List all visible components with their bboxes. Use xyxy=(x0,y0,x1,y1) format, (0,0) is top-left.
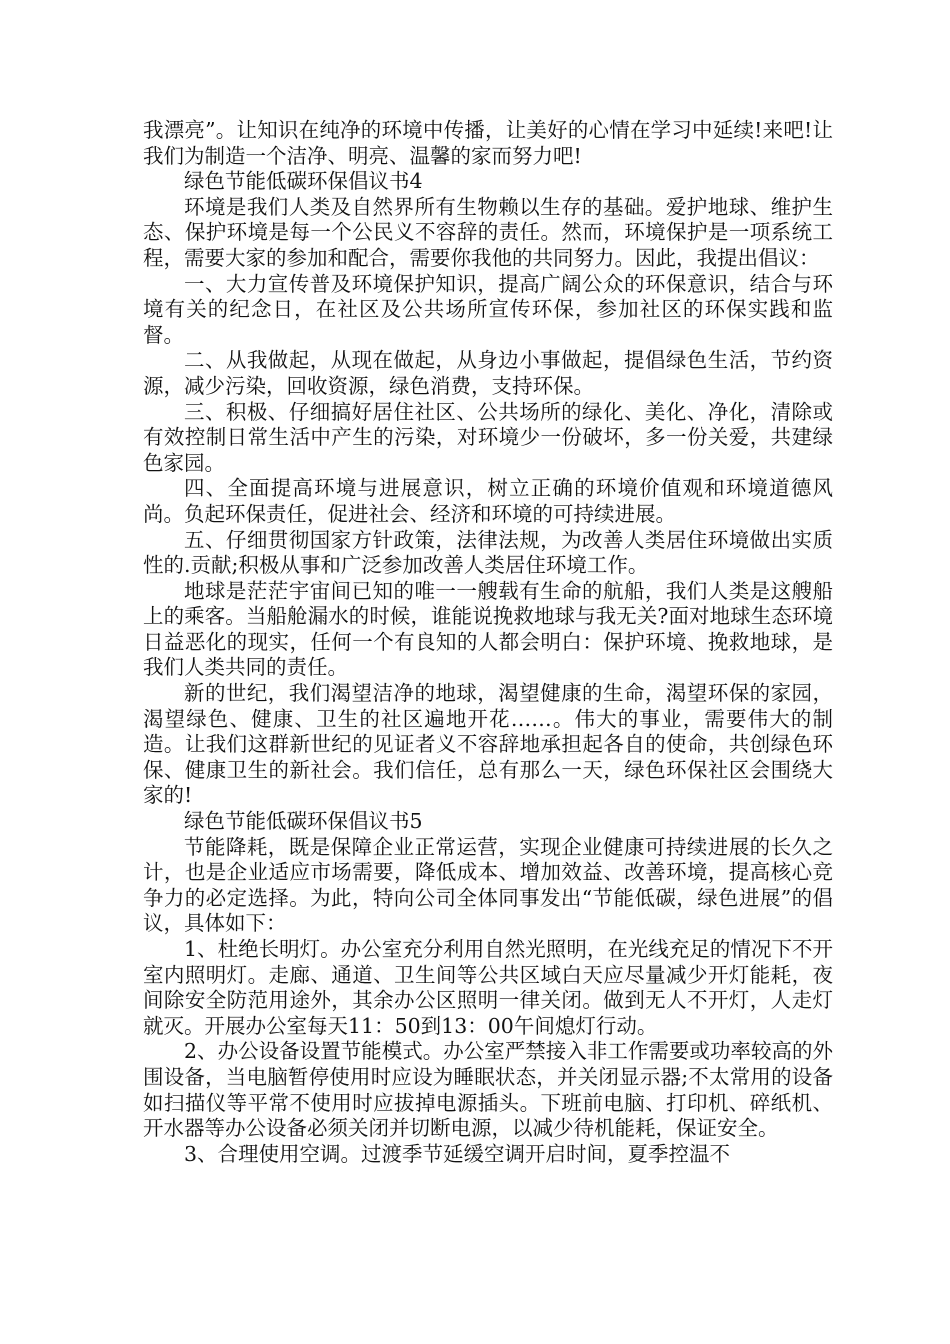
paragraph: 二、从我做起，从现在做起，从身边小事做起，提倡绿色生活，节约资源，减少污染，回收资源，绿色消费，支持环保。 xyxy=(143,348,833,398)
paragraph: 3、合理使用空调。过渡季节延缓空调开启时间，夏季控温不 xyxy=(184,1141,731,1166)
paragraph: 1、杜绝长明灯。办公室充分利用自然光照明，在光线充足的情况下不开室内照明灯。走廊、通道、卫生间等公共区域白天应尽量减少开灯能耗，夜间除安全防范用途外，其余办公区照明一律关闭。做到无人不开灯，人走灯就灭。开展办公室每天11：50到13：00午间熄灯行动。 xyxy=(143,937,833,1038)
paragraph: 2、办公设备设置节能模式。办公室严禁接入非工作需要或功率较高的外围设备，当电脑暂停使用时应设为睡眠状态，并关闭显示器;不太常用的设备如扫描仪等平常不使用时应拔掉电源插头。下班前电脑、打印机、碎纸机、开水器等办公设备必须关闭并切断电源，以减少待机能耗，保证安全。 xyxy=(143,1039,833,1141)
section-heading-5: 绿色节能低碳环保倡议书5 xyxy=(184,809,423,834)
section-heading-4: 绿色节能低碳环保倡议书4 xyxy=(184,169,423,194)
paragraph: 四、全面提高环境与进展意识，树立正确的环境价值观和环境道德风尚。负起环保责任，促进社会、经济和环境的可持续进展。 xyxy=(143,476,833,526)
paragraph: 环境是我们人类及自然界所有生物赖以生存的基础。爱护地球、维护生态、保护环境是每一个公民义不容辞的责任。然而，环境保护是一项系统工程，需要大家的参加和配合，需要你我他的共同努力。因此，我提出倡议： xyxy=(143,194,833,270)
paragraph: 三、积极、仔细搞好居住社区、公共场所的绿化、美化、净化，清除或有效控制日常生活中产生的污染，对环境少一份破坏，多一份关爱，共建绿色家园。 xyxy=(143,399,833,475)
paragraph: 一、大力宣传普及环境保护知识，提高广阔公众的环保意识，结合与环境有关的纪念日，在社区及公共场所宣传环保，参加社区的环保实践和监督。 xyxy=(143,271,833,347)
paragraph: 节能降耗，既是保障企业正常运营，实现企业健康可持续进展的长久之计，也是企业适应市场需要，降低成本、增加效益、改善环境，提高核心竞争力的必定选择。为此，特向公司全体同事发出“节能低碳，绿色进展”的倡议，具体如下： xyxy=(143,834,833,936)
paragraph: 地球是茫茫宇宙间已知的唯一一艘载有生命的航船，我们人类是这艘船上的乘客。当船舱漏水的时候，谁能说挽救地球与我无关?面对地球生态环境日益恶化的现实，任何一个有良知的人都会明白：保护环境、挽救地球，是我们人类共同的责任。 xyxy=(143,578,833,680)
paragraph: 新的世纪，我们渴望洁净的地球，渴望健康的生命，渴望环保的家园，渴望绿色、健康、卫生的社区遍地开花……。伟大的事业，需要伟大的制造。让我们这群新世纪的见证者义不容辞地承担起各自的使命，共创绿色环保、健康卫生的新社会。我们信任，总有那么一天，绿色环保社区会围绕大家的! xyxy=(143,681,833,808)
paragraph: 五、仔细贯彻国家方针政策，法律法规，为改善人类居住环境做出实质性的.贡献;积极从事和广泛参加改善人类居住环境工作。 xyxy=(143,527,833,578)
document-body xyxy=(143,118,833,1167)
continuation-paragraph: 我漂亮”。让知识在纯净的环境中传播，让美好的心情在学习中延续!来吧!让我们为制造一个洁净、明亮、温馨的家而努力吧! xyxy=(143,118,833,168)
